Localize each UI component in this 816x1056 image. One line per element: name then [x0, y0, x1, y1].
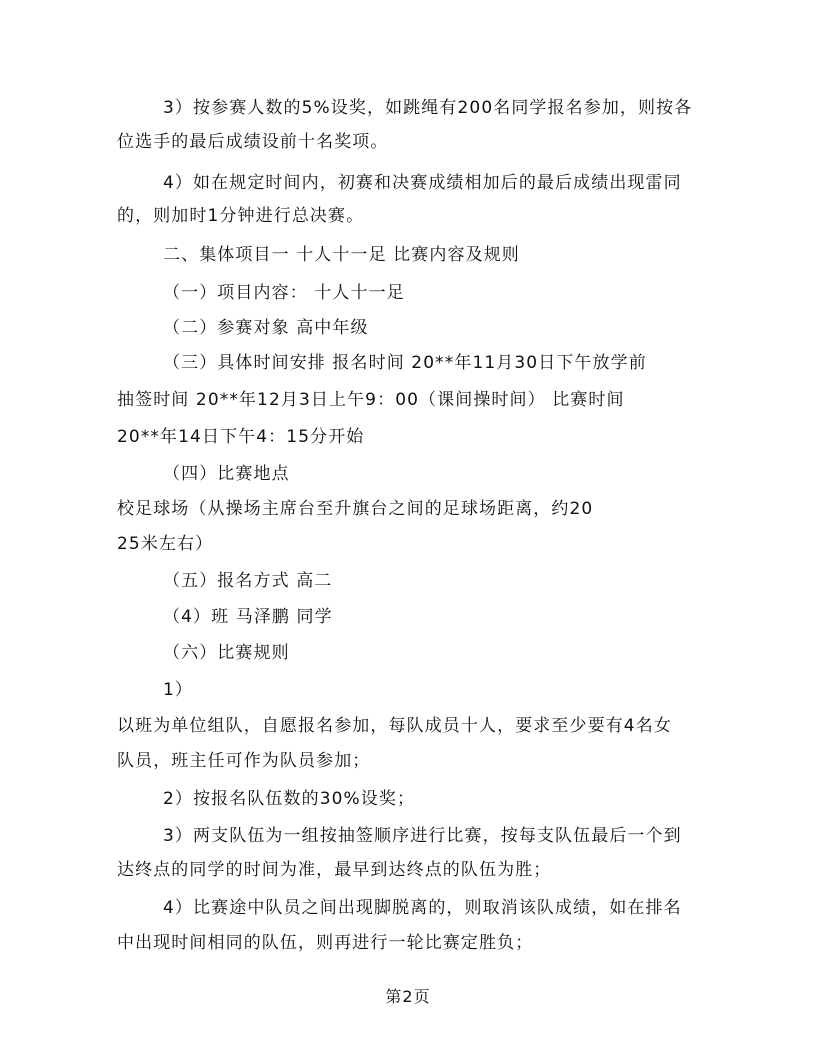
paragraph-line: 中出现时间相同的队伍，则再进行一轮比赛定胜负； — [117, 933, 534, 953]
paragraph-line: 1） — [163, 680, 194, 700]
paragraph-line: 队员，班主任可作为队员参加； — [117, 751, 371, 771]
paragraph-line: 达终点的同学的时间为准，最早到达终点的队伍为胜； — [117, 860, 552, 880]
paragraph-line: 3）两支队伍为一组按抽签顺序进行比赛，按每支队伍最后一个到 — [163, 826, 682, 846]
paragraph-line: （三）具体时间安排 报名时间 20**年11月30日下午放学前 — [163, 353, 647, 373]
paragraph-line: 25米左右） — [117, 534, 214, 554]
paragraph-line: 3）按参赛人数的5%设奖，如跳绳有200名同学报名参加，则按各 — [163, 98, 693, 118]
paragraph-line: （4）班 马泽鹏 同学 — [163, 607, 333, 627]
paragraph-line: （一）项目内容： 十人十一足 — [163, 283, 405, 303]
paragraph-line: （六）比赛规则 — [163, 643, 290, 663]
paragraph-line: 2）按报名队伍数的30%设奖； — [163, 789, 416, 809]
paragraph-line: 4）比赛途中队员之间出现脚脱离的，则取消该队成绩，如在排名 — [163, 898, 682, 918]
paragraph-line: 20**年14日下午4：15分开始 — [117, 427, 365, 447]
paragraph-line: （五）报名方式 高二 — [163, 571, 333, 591]
paragraph-line: 的，则加时1分钟进行总决赛。 — [117, 206, 365, 226]
paragraph-line: （二）参赛对象 高中年级 — [163, 318, 369, 338]
paragraph-line: 校足球场（从操场主席台至升旗台之间的足球场距离，约20 — [117, 499, 594, 519]
paragraph-line: 以班为单位组队，自愿报名参加，每队成员十人，要求至少要有4名女 — [117, 716, 672, 736]
paragraph-line: 4）如在规定时间内，初赛和决赛成绩相加后的最后成绩出现雷同 — [163, 173, 682, 193]
section-heading: 二、集体项目一 十人十一足 比赛内容及规则 — [163, 245, 520, 265]
paragraph-line: 位选手的最后成绩设前十名奖项。 — [117, 132, 389, 152]
paragraph-line: （四）比赛地点 — [163, 464, 290, 484]
paragraph-line: 抽签时间 20**年12月3日上午9：00（课间操时间） 比赛时间 — [117, 390, 625, 410]
page-number: 第2页 — [385, 987, 431, 1006]
